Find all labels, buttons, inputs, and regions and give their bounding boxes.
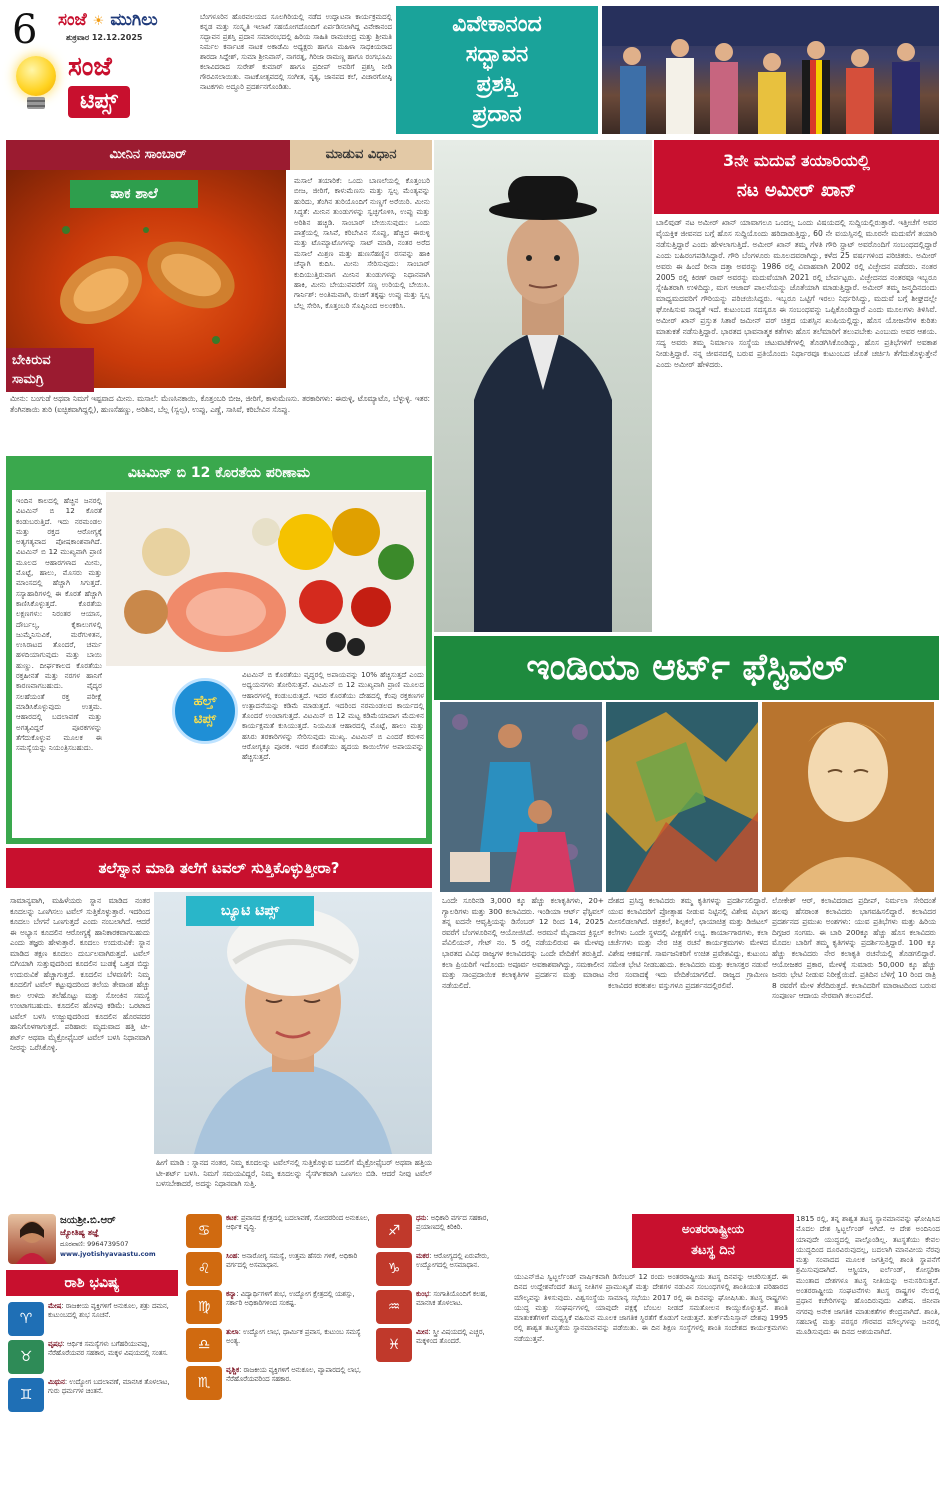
astrologer-info: ಜಯಶ್ರೀ.ಬಿ.ಆರ್ ಜ್ಯೋತಿಷ್ಯ ತಜ್ಞೆ ದೂರವಾಣಿ: 9964739507 www.jyotishyavaastu.com bbox=[60, 1215, 156, 1258]
pisces-icon: ♓ bbox=[376, 1328, 412, 1362]
sign-cancer: ♋ ಕಟಕ: ಪ್ರವಾಸದ ಕ್ಷೇತ್ರದಲ್ಲಿ ಬದಲಾವಣೆ, ಸೋದರರಿಂದ ಅನುಕೂಲ, ಆರ್ಥಿಕ ವೃದ್ಧಿ. bbox=[186, 1214, 372, 1248]
virgo-icon: ♍ bbox=[186, 1290, 222, 1324]
aamir-headline: 3ನೇ ಮದುವೆ ತಯಾರಿಯಲ್ಲಿ ನಟ ಅಮೀರ್ ಖಾನ್ bbox=[654, 140, 939, 214]
sign-virgo: ♍ ಕನ್ಯಾ: ವಿದ್ಯಾರ್ಥಿಗಳಿಗೆ ಶುಭ, ಉದ್ಯೋಗ ಕ್ಷೇತ್ರದಲ್ಲಿ ಯಶಸ್ಸು, ಸರ್ಕಾರಿ ಅಧಿಕಾರಿಗಳಿಂದ ಸಂಕಷ್ಟ. bbox=[186, 1290, 372, 1324]
art-festival-title: ಇಂಡಿಯಾ ಆರ್ಟ್ ಫೆಸ್ಟಿವಲ್ bbox=[434, 636, 939, 700]
towel-caption: ಹೀಗೆ ಮಾಡಿ : ಸ್ನಾನದ ನಂತರ, ನಿಮ್ಮ ಕೂದಲನ್ನು ಟವೆಲ್‌ನಲ್ಲಿ ಸುತ್ತಿಕೊಳ್ಳುವ ಬದಲಿಗೆ ಮೈಕ್ರೋಫೈಬರ್ ಅಥವಾ ಹತ್ತಿಯ ಟೀ-ಶರ್ಟ್ ಬಳಸಿ. ನಿಮಗೆ ಸಮಯವಿದ್ದರೆ, ನಿಮ್ಮ ಕೂದಲನ್ನು ನೈಸರ್ಗಿಕವಾಗಿ ಒಣಗಲು ಬಿಡಿ. ಆದರೆ ನೀವು ಟವೆಲ್ ಬಳಸಬೇಕಾದರೆ, ಅದನ್ನು ನಿಧಾನವಾಗಿ ಸುತ್ತಿ. bbox=[156, 1158, 432, 1188]
vitamin-foods-photo bbox=[106, 492, 426, 666]
towel-body: ಸಾಮಾನ್ಯವಾಗಿ, ಮಹಿಳೆಯರು ಸ್ನಾನ ಮಾಡಿದ ನಂತರ ಕೂದಲನ್ನು ಒಣಗಿಸಲು ಟವೆಲ್ ಸುತ್ತಿಕೊಳ್ಳುತ್ತಾರೆ. ಇದರಿಂದ ಕೂದಲು ಬೇಗನೆ ಒಣಗುತ್ತದೆ ಎಂದು ನಂಬಲಾಗಿದೆ. ಆದರೆ ಈ ಅಭ್ಯಾಸ ಕೂದಲಿನ ಆರೋಗ್ಯಕ್ಕೆ ಹಾನಿಕಾರಕವಾಗಬಹುದು ಎಂದು ತಜ್ಞರು ಹೇಳುತ್ತಾರೆ. ಕೂದಲು ಉದುರುವಿಕೆ: ಸ್ನಾನ ಮಾಡಿದ ತಕ್ಷಣ ಕೂದಲು ದುರ್ಬಲವಾಗಿರುತ್ತದೆ. ಟವೆಲ್ ಬಿಗಿಯಾಗಿ ಸುತ್ತುವುದರಿಂದ ಕೂದಲಿನ ಬುಡಕ್ಕೆ ಒತ್ತಡ ಬಿದ್ದು ಉದುರುವಿಕೆ ಹೆಚ್ಚಾಗುತ್ತದೆ. ಕೂದಲಿನ ಬೆಳವಣಿಗೆ: ನಿಮ್ಮ ಕೂದಲಿಗೆ ಟವೆಲ್ ಕಟ್ಟುವುದರಿಂದ ತಲೆಯ ತೇವಾಂಶ ಹೆಚ್ಚು ಕಾಲ ಉಳಿದು ತಲೆಹೊಟ್ಟು ಮತ್ತು ಸೋಂಕಿನ ಸಮಸ್ಯೆ ಉಂಟಾಗಬಹುದು. ಕೂದಲಿನ ಹೊಳಪು ಕಡಿಮೆ: ಒರಟಾದ ಟವೆಲ್ ಬಳಸಿ ಉಜ್ಜುವುದರಿಂದ ಕೂದಲಿನ ಹೊರಪದರ ಹಾನಿಗೊಳಗಾಗುತ್ತದೆ. ಪರಿಹಾರ: ಮೃದುವಾದ ಹತ್ತಿ ಟೀ-ಶರ್ಟ್ ಅಥವಾ ಮೈಕ್ರೋಫೈಬರ್ ಟವೆಲ್ ಬಳಸಿ ನಿಧಾನವಾಗಿ ನೀರನ್ನು ಒರೆಸಿಕೊಳ್ಳಿ. bbox=[10, 896, 150, 1052]
brand-name: ಸಂಜೆ ☀ ಮುಗಿಲು bbox=[58, 10, 158, 30]
vitamin-body-left: ಇಂದಿನ ಕಾಲದಲ್ಲಿ ಹೆಚ್ಚಿನ ಜನರಲ್ಲಿ ವಿಟಮಿನ್ ಬಿ 12 ಕೊರತೆ ಕಂಡುಬರುತ್ತಿದೆ. ಇದು ನರಮಂಡಲ ಮತ್ತು ರಕ್ತದ ಆರೋಗ್ಯಕ್ಕೆ ಅತ್ಯಗತ್ಯವಾದ ಪೋಷಕಾಂಶವಾಗಿದೆ. ವಿಟಮಿನ್ ಬಿ 12 ಮುಖ್ಯವಾಗಿ ಪ್ರಾಣಿ ಮೂಲದ ಆಹಾರಗಳಾದ ಮೀನು, ಮೊಟ್ಟೆ, ಹಾಲು, ಮೊಸರು ಮತ್ತು ಮಾಂಸದಲ್ಲಿ ಹೆಚ್ಚಾಗಿ ಸಿಗುತ್ತದೆ. ಸಸ್ಯಾಹಾರಿಗಳಲ್ಲಿ ಈ ಕೊರತೆ ಹೆಚ್ಚಾಗಿ ಕಾಣಿಸಿಕೊಳ್ಳುತ್ತದೆ. ಕೊರತೆಯ ಲಕ್ಷಣಗಳು: ನಿರಂತರ ಆಯಾಸ, ದೌರ್ಬಲ್ಯ, ಕೈಕಾಲುಗಳಲ್ಲಿ ಜುಮ್ಮೆನಿಸುವಿಕೆ, ಮರೆಗುಳಿತನ, ಉಸಿರಾಟದ ತೊಂದರೆ, ಚರ್ಮ ಹಳದಿಯಾಗುವುದು ಮತ್ತು ಬಾಯಿ ಹುಣ್ಣು. ದೀರ್ಘಕಾಲದ ಕೊರತೆಯು ರಕ್ತಹೀನತೆ ಮತ್ತು ನರಗಳ ಹಾನಿಗೆ ಕಾರಣವಾಗಬಹುದು. ವೈದ್ಯರ ಸಲಹೆಯಂತೆ ರಕ್ತ ಪರೀಕ್ಷೆ ಮಾಡಿಸಿಕೊಳ್ಳುವುದು ಉತ್ತಮ. ಆಹಾರದಲ್ಲಿ ಬದಲಾವಣೆ ಮತ್ತು ಅಗತ್ಯವಿದ್ದರೆ ಪೂರಕಗಳನ್ನು ತೆಗೆದುಕೊಳ್ಳುವ ಮೂಲಕ ಈ ಸಮಸ್ಯೆಯನ್ನು ನಿಯಂತ್ರಿಸಬಹುದು. bbox=[16, 496, 102, 753]
recipe-ingredients-body: ಮೀನು: ಬಂಗುಡೆ ಅಥವಾ ನಿಮಗೆ ಇಷ್ಟವಾದ ಮೀನು. ಮಸಾಲೆ: ಮೆಣಸಿನಕಾಯಿ, ಕೊತ್ತಂಬರಿ ಬೀಜ, ಜೀರಿಗೆ, ಕಾಳುಮೆಣಸು. ತರಕಾರಿಗಳು: ಈರುಳ್ಳಿ, ಟೊಮ್ಯಾಟೊ, ಬೆಳ್ಳುಳ್ಳಿ. ಇತರ: ತೆಂಗಿನಕಾಯಿ ತುರಿ (ಐಚ್ಛಿಕವಾಗಿದ್ದಲ್ಲಿ), ಹುಣಸೆಹಣ್ಣು, ಅರಿಶಿನ, ಬೆಲ್ಲ (ಸ್ವಲ್ಪ), ಉಪ್ಪು, ಎಣ್ಣೆ, ಸಾಸಿವೆ, ಕರಿಬೇವಿನ ಸೊಪ್ಪು. bbox=[10, 394, 430, 414]
sign-sagittarius: ♐ ಧನು: ಅಧಿಕಾರಿ ವರ್ಗದ ಸಹಕಾರ, ಪ್ರಯಾಣದಲ್ಲಿ ಕಿರಿಕಿರಿ. bbox=[376, 1214, 506, 1248]
art-body-col1: ಒಂದೇ ಸೂರಿನಡಿ 3,000 ಕ್ಕೂ ಹೆಚ್ಚು ಕಲಾಕೃತಿಗಳು, 20+ ಗ್ಯಾಲರಿಗಳು ಮತ್ತು 300 ಕಲಾವಿದರು. ಇಂಡಿಯಾ ಆರ್ಟ್ ಫೆಸ್ಟಿವಲ್ ತನ್ನ ಐದನೇ ಆವೃತ್ತಿಯನ್ನು ಡಿಸೆಂಬರ್ 12 ರಿಂದ 14, 2025 ರವರೆಗೆ ಬೆಂಗಳೂರಿನಲ್ಲಿ ಆಯೋಜಿಸಿದೆ. ಅರಮನೆ ಮೈದಾನದ ಕ್ರಿಸ್ಟಲ್ ಪೆವಿಲಿಯನ್, ಗೇಟ್ ನಂ. 5 ರಲ್ಲಿ ನಡೆಯಲಿರುವ ಈ ಮೇಳವು ಭಾರತದ ವಿವಿಧ ರಾಜ್ಯಗಳ ಕಲಾವಿದರನ್ನು ಒಂದೇ ವೇದಿಕೆಗೆ ತರುತ್ತಿದೆ. ಕಲಾ ಪ್ರಿಯರಿಗೆ ಇದೊಂದು ಅಪೂರ್ವ ಅವಕಾಶವಾಗಿದ್ದು, ಸಮಕಾಲೀನ ಮತ್ತು ಸಾಂಪ್ರದಾಯಿಕ ಕಲಾಕೃತಿಗಳ ಪ್ರದರ್ಶನ ಮತ್ತು ಮಾರಾಟ ನಡೆಯಲಿದೆ. bbox=[442, 896, 604, 990]
libra-icon: ♎ bbox=[186, 1328, 222, 1362]
art-painting-abstract bbox=[606, 702, 758, 892]
towel-headline: ತಲೆಸ್ನಾನ ಮಾಡಿ ತಲೆಗೆ ಟವಲ್ ಸುತ್ತಿಕೊಳ್ಳುತ್ತೀರಾ? bbox=[6, 848, 432, 888]
cancer-icon: ♋ bbox=[186, 1214, 222, 1248]
art-painting-women bbox=[440, 702, 602, 892]
recipe-method-label: ಮಾಡುವ ವಿಧಾನ bbox=[290, 140, 432, 170]
sign-taurus: ♉ ವೃಷಭ: ಆರ್ಥಿಕ ಸಮಸ್ಯೆಗಳು ಬಗೆಹರಿಯುವವು, ನೆರೆಹೊರೆಯವರ ಸಹಕಾರ, ಮಕ್ಕಳ ವಿಷಯದಲ್ಲಿ ಸಂತಸ. bbox=[8, 1340, 180, 1374]
aries-icon: ♈ bbox=[8, 1302, 44, 1336]
sign-libra: ♎ ತುಲಾ: ಉದ್ಯೋಗ ಲಾಭ, ಧಾರ್ಮಿಕ ಪ್ರವಾಸ, ಕುಟುಂಬ ಸಮಸ್ಯೆ ಅಂತ್ಯ. bbox=[186, 1328, 372, 1362]
sign-aquarius: ♒ ಕುಂಭ: ಸಂಗಾತಿಯೊಂದಿಗೆ ಕಲಹ, ಮಾನಸಿಕ ತೊಳಲಾಟ. bbox=[376, 1290, 506, 1324]
scorpio-icon: ♏ bbox=[186, 1366, 222, 1400]
aquarius-icon: ♒ bbox=[376, 1290, 412, 1324]
sagittarius-icon: ♐ bbox=[376, 1214, 412, 1248]
aamir-body: ಬಾಲಿವುಡ್ ನಟ ಅಮೀರ್ ಖಾನ್ ಯಾವಾಗಲೂ ಒಂದಲ್ಲ ಒಂದು ವಿಷಯದಲ್ಲಿ ಸುದ್ದಿಯಲ್ಲಿರುತ್ತಾರೆ. ಇತ್ತೀಚೆಗೆ ಅವರ ವೈಯಕ್ತಿಕ ಜೀವನದ ಬಗ್ಗೆ ಹೊಸ ಸುದ್ದಿಯೊಂದು ಹರಿದಾಡುತ್ತಿದ್ದು, 60 ನೇ ವಯಸ್ಸಿನಲ್ಲಿ ಮೂರನೇ ಮದುವೆಗೆ ತಯಾರಿ ನಡೆಸುತ್ತಿದ್ದಾರೆ ಎಂದು ಹೇಳಲಾಗುತ್ತಿದೆ. ಅಮೀರ್ ಖಾನ್ ತಮ್ಮ ಗೆಳತಿ ಗೌರಿ ಸ್ಪ್ರಾಟ್ ಅವರೊಂದಿಗೆ ಸಂಬಂಧದಲ್ಲಿದ್ದಾರೆ ಎಂದು ಬಹಿರಂಗಪಡಿಸಿದ್ದಾರೆ. ಗೌರಿ ಬೆಂಗಳೂರು ಮೂಲದವರಾಗಿದ್ದು, ಕಳೆದ 25 ವರ್ಷಗಳಿಂದ ಪರಿಚಿತರು. ಅಮೀರ್ ಅವರು ಈ ಹಿಂದೆ ರೀನಾ ದತ್ತಾ ಅವರನ್ನು 1986 ರಲ್ಲಿ ವಿವಾಹವಾಗಿ 2002 ರಲ್ಲಿ ವಿಚ್ಛೇದನ ಪಡೆದರು. ನಂತರ 2005 ರಲ್ಲಿ ಕಿರಣ್ ರಾವ್ ಅವರನ್ನು ಮದುವೆಯಾಗಿ 2021 ರಲ್ಲಿ ಬೇರ್ಪಟ್ಟರು. ವಿಚ್ಛೇದನದ ನಂತರವೂ ಇಬ್ಬರೂ ಸ್ನೇಹಿತರಾಗಿ ಉಳಿದಿದ್ದು, ಮಗ ಆಜಾದ್ ಪಾಲನೆಯನ್ನು ಜೊತೆಯಾಗಿ ಮಾಡುತ್ತಿದ್ದಾರೆ. ಅಮೀರ್ ತಮ್ಮ ಜನ್ಮದಿನದಂದು ಮಾಧ್ಯಮದವರಿಗೆ ಗೌರಿಯನ್ನು ಪರಿಚಯಿಸಿದ್ದರು. ಇಬ್ಬರೂ ಒಟ್ಟಿಗೆ ಇರಲು ನಿರ್ಧರಿಸಿದ್ದು, ಮದುವೆ ಬಗ್ಗೆ ಶೀಘ್ರದಲ್ಲೇ ಘೋಷಿಸುವ ಸಾಧ್ಯತೆ ಇದೆ. ಕುಟುಂಬದ ಸದಸ್ಯರೂ ಈ ಸಂಬಂಧವನ್ನು ಒಪ್ಪಿಕೊಂಡಿದ್ದಾರೆ ಎಂದು ಮೂಲಗಳು ತಿಳಿಸಿವೆ. ಅಮೀರ್ ಖಾನ್ ಪ್ರಸ್ತುತ ಸಿತಾರೆ ಜಮೀನ್ ಪರ್ ಚಿತ್ರದ ಯಶಸ್ಸಿನ ಖುಷಿಯಲ್ಲಿದ್ದು, ಹೊಸ ಯೋಜನೆಗಳ ಕುರಿತು ಮಾತುಕತೆ ನಡೆಸುತ್ತಿದ್ದಾರೆ. ಭಾರತದ ಭಾವನಾತ್ಮಕ ಕತೆಗಳು ಹೊಸ ತಲೆಮಾರಿಗೆ ತಲುಪಬೇಕು ಎಂಬುದು ಅವರ ಆಶಯ. ಸದ್ಯ ಅವರು ತಮ್ಮ ನಿರ್ಮಾಣ ಸಂಸ್ಥೆಯ ಚಟುವಟಿಕೆಗಳಲ್ಲಿ ತೊಡಗಿಸಿಕೊಂಡಿದ್ದು, ಹೊಸ ಪ್ರತಿಭೆಗಳಿಗೆ ಅವಕಾಶ ನೀಡುತ್ತಿದ್ದಾರೆ. ನನ್ನ ಜೀವನದಲ್ಲಿ ಬರುವ ಪ್ರತಿಯೊಂದು ನಿರ್ಧಾರವೂ ಕುಟುಂಬದ ಜೊತೆ ಚರ್ಚಿಸಿ ತೆಗೆದುಕೊಳ್ಳುತ್ತೇನೆ ಎಂದು ಅಮೀರ್ ಹೇಳಿದರು. bbox=[656, 218, 937, 369]
tips-title: ಸಂಜೆ ಟಿಪ್ಸ್ bbox=[68, 52, 130, 118]
award-ceremony-photo bbox=[602, 6, 939, 134]
horoscope-col-left bbox=[8, 1302, 180, 1416]
aamir-khan-photo bbox=[434, 140, 652, 632]
ingredients-label: ಬೇಕಿರುವ ಸಾಮಗ್ರಿ bbox=[6, 348, 94, 392]
art-painting-buddha bbox=[762, 702, 934, 892]
kitchen-label: ಪಾಕ ಶಾಲೆ bbox=[70, 180, 198, 208]
sign-scorpio: ♏ ವೃಶ್ಚಿಕ: ರಾಜಕೀಯ ವ್ಯಕ್ತಿಗಳಿಗೆ ಅನುಕೂಲ, ವ್ಯಾಪಾರದಲ್ಲಿ ಲಾಭ, ನೆರೆಹೊರೆಯವರಿಂದ ಸಹಕಾರ. bbox=[186, 1366, 372, 1400]
bulb-icon bbox=[16, 56, 60, 114]
art-body-col2: ದೇಶದ ಪ್ರಸಿದ್ಧ ಕಲಾವಿದರು ತಮ್ಮ ಕೃತಿಗಳನ್ನು ಪ್ರದರ್ಶಿಸಲಿದ್ದಾರೆ. ಯುವ ಕಲಾವಿದರಿಗೆ ಪ್ರೋತ್ಸಾಹ ನೀಡುವ ನಿಟ್ಟಿನಲ್ಲಿ ವಿಶೇಷ ವಿಭಾಗ ಮೀಸಲಿಡಲಾಗಿದೆ. ಚಿತ್ರಕಲೆ, ಶಿಲ್ಪಕಲೆ, ಛಾಯಾಚಿತ್ರ ಮತ್ತು ಡಿಜಿಟಲ್ ಕಲೆಗಳು ಒಂದೇ ಸ್ಥಳದಲ್ಲಿ ವೀಕ್ಷಣೆಗೆ ಲಭ್ಯ. ಕಾರ್ಯಾಗಾರಗಳು, ಕಲಾ ಚರ್ಚೆಗಳು ಮತ್ತು ನೇರ ಚಿತ್ರ ರಚನೆ ಕಾರ್ಯಕ್ರಮಗಳು ಮೇಳದ ವಿಶೇಷ ಆಕರ್ಷಣೆ. ಸಾರ್ವಜನಿಕರಿಗೆ ಉಚಿತ ಪ್ರವೇಶವಿದ್ದು, ಕುಟುಂಬ ಸಮೇತ ಭೇಟಿ ನೀಡಬಹುದು. ಕಲಾವಿದರು ಮತ್ತು ಕಲಾಸಕ್ತರ ನಡುವೆ ನೇರ ಸಂವಾದಕ್ಕೆ ಇದು ವೇದಿಕೆಯಾಗಲಿದೆ. ರಾಜ್ಯದ ಗ್ರಾಮೀಣ ಕಲಾವಿದರ ಕರಕುಶಲ ವಸ್ತುಗಳೂ ಪ್ರದರ್ಶನದಲ್ಲಿರಲಿವೆ. bbox=[608, 896, 768, 990]
sign-pisces: ♓ ಮೀನ: ಸ್ತ್ರೀ ವಿಷಯದಲ್ಲಿ ಎಚ್ಚರ, ಮಕ್ಕಳಿಂದ ತೊಂದರೆ. bbox=[376, 1328, 506, 1362]
vitamin-section bbox=[6, 456, 432, 844]
beauty-photo bbox=[154, 892, 432, 1154]
recipe-method-body: ಮಸಾಲೆ ತಯಾರಿಕೆ: ಒಂದು ಬಾಣಲೆಯಲ್ಲಿ ಕೊತ್ತಂಬರಿ ಬೀಜ, ಜೀರಿಗೆ, ಕಾಳುಮೆಣಸು ಮತ್ತು ಸ್ವಲ್ಪ ಮೆಂತ್ಯವನ್ನು ಹುರಿದು, ತೆಂಗಿನ ತುರಿಯೊಂದಿಗೆ ನುಣ್ಣಗೆ ಅರೆಯಿರಿ. ಮೀನು ಸಿದ್ಧತೆ: ಮೀನಿನ ತುಂಡುಗಳನ್ನು ಸ್ವಚ್ಛಗೊಳಿಸಿ, ಉಪ್ಪು ಮತ್ತು ಅರಿಶಿನ ಹಚ್ಚಿಡಿ. ಸಾಂಬಾರ್ ಬೇಯಿಸುವುದು: ಒಂದು ಪಾತ್ರೆಯಲ್ಲಿ ಸಾಸಿವೆ, ಕರಿಬೇವಿನ ಸೊಪ್ಪು, ಹೆಚ್ಚಿದ ಈರುಳ್ಳಿ ಮತ್ತು ಟೊಮ್ಯಾಟೊಗಳನ್ನು ಸಾಟ್ ಮಾಡಿ, ನಂತರ ಅರೆದ ಮಸಾಲೆ ಮಿಶ್ರಣ ಮತ್ತು ಹುಣಸೆಹಣ್ಣಿನ ರಸವನ್ನು ಹಾಕಿ ಚೆನ್ನಾಗಿ ಕುದಿಸಿ. ಮೀನು ಸೇರಿಸುವುದು: ಸಾಂಬಾರ್ ಕುದಿಯುತ್ತಿರುವಾಗ ಮೀನಿನ ತುಂಡುಗಳನ್ನು ನಿಧಾನವಾಗಿ ಹಾಕಿ, ಮೀನು ಬೇಯುವವರೆಗೆ ಸಣ್ಣ ಉರಿಯಲ್ಲಿ ಬೇಯಿಸಿ. ಗಾರ್ನಿಶ್: ಅಂತಿಮವಾಗಿ, ರುಚಿಗೆ ತಕ್ಕಷ್ಟು ಉಪ್ಪು ಮತ್ತು ಸ್ವಲ್ಪ ಬೆಲ್ಲ ಸೇರಿಸಿ, ಕೊತ್ತಂಬರಿ ಸೊಪ್ಪಿನಿಂದ ಅಲಂಕರಿಸಿ. bbox=[294, 176, 430, 310]
vitamin-body-right: ವಿಟಮಿನ್ ಬಿ ಕೊರತೆಯು ವೃದ್ಧರಲ್ಲಿ ಅಪಾಯವನ್ನು 10% ಹೆಚ್ಚಿಸುತ್ತದೆ ಎಂದು ಅಧ್ಯಯನಗಳು ತೋರಿಸುತ್ತವೆ. ವಿಟಮಿನ್ ಬಿ 12 ಮುಖ್ಯವಾಗಿ ಪ್ರಾಣಿ ಮೂಲದ ಆಹಾರಗಳಲ್ಲಿ ಕಂಡುಬರುತ್ತದೆ. ಇದರ ಕೊರತೆಯು ದೇಹದಲ್ಲಿ ಕೆಂಪು ರಕ್ತಕಣಗಳ ಉತ್ಪಾದನೆಯನ್ನು ಕಡಿಮೆ ಮಾಡುತ್ತದೆ. ಇದರಿಂದ ನರಮಂಡಲದ ಕಾರ್ಯದಲ್ಲಿ ತೊಂದರೆ ಉಂಟಾಗುತ್ತದೆ. ವಿಟಮಿನ್ ಬಿ 12 ಮಟ್ಟ ಕಡಿಮೆಯಾದಾಗ ಮೆದುಳಿನ ಕಾರ್ಯಕ್ಷಮತೆ ಕುಸಿಯುತ್ತದೆ. ನಿಯಮಿತ ಆಹಾರದಲ್ಲಿ ಮೊಟ್ಟೆ, ಹಾಲು ಮತ್ತು ಹಸಿರು ತರಕಾರಿಗಳನ್ನು ಸೇರಿಸುವುದು ಮುಖ್ಯ. ವಿಟಮಿನ್ ಬಿ ಎಂದರೆ ಕರುಳಿನ ಆರೋಗ್ಯಕ್ಕೂ ಪೂರಕ. ಇದರ ಕೊರತೆಯು ಹೃದಯ ಕಾಯಿಲೆಗಳ ಅಪಾಯವನ್ನು ಹೆಚ್ಚಿಸುತ್ತದೆ. bbox=[242, 670, 424, 762]
issue-date: ಶುಕ್ರವಾರ 12.12.2025 bbox=[66, 33, 143, 42]
horoscope-col-right bbox=[376, 1214, 506, 1366]
vitamin-title: ವಿಟಮಿನ್ ಬಿ 12 ಕೊರತೆಯ ಪರಿಣಾಮ bbox=[127, 465, 311, 481]
horoscope-col-mid bbox=[186, 1214, 372, 1404]
page-number: 6 bbox=[12, 7, 38, 53]
sign-leo: ♌ ಸಿಂಹ: ಅನಾರೋಗ್ಯ ಸಮಸ್ಯೆ, ಉತ್ತಮ ಹೆಸರು ಗಳಿಕೆ, ಅಧಿಕಾರಿ ವರ್ಗದಲ್ಲಿ ಅಸಮಾಧಾನ. bbox=[186, 1252, 372, 1286]
capricorn-icon: ♑ bbox=[376, 1252, 412, 1286]
neutrality-title: ಅಂತರರಾಷ್ಟ್ರೀಯ ತಟಸ್ಥ ದಿನ bbox=[632, 1214, 794, 1268]
neutrality-body-col1: ಯುಎನ್‌ಜಿಎ ಸ್ವಿಟ್ಜರ್ಲೆಂಡ್ ವಾರ್ಷಿಕವಾಗಿ ಡಿಸೆಂಬರ್ 12 ರಂದು ಅಂತರರಾಷ್ಟ್ರೀಯ ತಟಸ್ಥ ದಿನವನ್ನು ಆಚರಿಸುತ್ತದೆ. ಈ ದಿನದ ಉದ್ದೇಶವೆಂದರೆ ತಟಸ್ಥ ನೀತಿಗಳ ಪ್ರಾಮುಖ್ಯತೆ ಮತ್ತು ದೇಶಗಳ ನಡುವಿನ ಸಂಬಂಧಗಳಲ್ಲಿ ಶಾಂತಿಯುತ ಪರಿಹಾರದ ಮೌಲ್ಯವನ್ನು ತಿಳಿಸುವುದು. ವಿಶ್ವಸಂಸ್ಥೆಯ ಸಾಮಾನ್ಯ ಸಭೆಯು 2017 ರಲ್ಲಿ ಈ ದಿನವನ್ನು ಘೋಷಿಸಿತು. ತಟಸ್ಥ ರಾಷ್ಟ್ರಗಳು ಯುದ್ಧ ಮತ್ತು ಸಂಘರ್ಷಗಳಲ್ಲಿ ಯಾವುದೇ ಪಕ್ಷಕ್ಕೆ ಬೆಂಬಲ ನೀಡದೆ ಸಮತೋಲನ ಕಾಯ್ದುಕೊಳ್ಳುತ್ತವೆ. ಶಾಂತಿ ಮಾತುಕತೆಗಳಿಗೆ ಮಧ್ಯಸ್ಥಿಕೆ ವಹಿಸುವ ಮೂಲಕ ಜಾಗತಿಕ ಸ್ಥಿರತೆಗೆ ಕೊಡುಗೆ ನೀಡುತ್ತವೆ. ತುರ್ಕ್‌ಮೆನಿಸ್ತಾನ್ ದೇಶವು 1995 ರಲ್ಲಿ ಶಾಶ್ವತ ತಟಸ್ಥತೆಯ ಸ್ಥಾನಮಾನವನ್ನು ಪಡೆಯಿತು. ಈ ದಿನ ಶಿಕ್ಷಣ ಸಂಸ್ಥೆಗಳಲ್ಲಿ ಶಾಂತಿ ಸಂದೇಶದ ಕಾರ್ಯಕ್ರಮಗಳು ನಡೆಯುತ್ತವೆ. bbox=[514, 1272, 788, 1343]
horoscope-title: ರಾಶಿ ಭವಿಷ್ಯ bbox=[6, 1270, 178, 1296]
neutrality-body-col2: 1815 ರಲ್ಲಿ, ತನ್ನ ಶಾಶ್ವತ ತಟಸ್ಥ ಸ್ಥಾನಮಾನವನ್ನು ಘೋಷಿಸಿದ ಮೊದಲ ದೇಶ ಸ್ವಿಟ್ಜರ್ಲೆಂಡ್ ಆಗಿದೆ. ಆ ದೇಶ ಅಂದಿನಿಂದ ಯಾವುದೇ ಯುದ್ಧದಲ್ಲಿ ಪಾಲ್ಗೊಂಡಿಲ್ಲ. ತಟಸ್ಥತೆಯು ಕೇವಲ ಯುದ್ಧದಿಂದ ದೂರವಿರುವುದಲ್ಲ, ಬದಲಾಗಿ ಮಾನವೀಯ ನೆರವು ಮತ್ತು ಸಂವಾದದ ಮೂಲಕ ಜಗತ್ತಿನಲ್ಲಿ ಶಾಂತಿ ಸ್ಥಾಪನೆಗೆ ಶ್ರಮಿಸುವುದಾಗಿದೆ. ಆಸ್ಟ್ರಿಯಾ, ಐರ್ಲೆಂಡ್, ಕೋಸ್ಟರಿಕಾ ಮುಂತಾದ ದೇಶಗಳೂ ತಟಸ್ಥ ನೀತಿಯನ್ನು ಅನುಸರಿಸುತ್ತವೆ. ಅಂತರರಾಷ್ಟ್ರೀಯ ಸಂಘಟನೆಗಳು ತಟಸ್ಥ ರಾಷ್ಟ್ರಗಳ ನೆಲದಲ್ಲಿ ಪ್ರಧಾನ ಕಚೇರಿಗಳನ್ನು ಹೊಂದಿರುವುದು ವಿಶೇಷ. ಜಿನೀವಾ ನಗರವು ಅನೇಕ ಜಾಗತಿಕ ಮಾತುಕತೆಗಳ ಕೇಂದ್ರವಾಗಿದೆ. ಶಾಂತಿ, ಸಹಬಾಳ್ವೆ ಮತ್ತು ಪರಸ್ಪರ ಗೌರವದ ಮೌಲ್ಯಗಳನ್ನು ಜನರಲ್ಲಿ ಮೂಡಿಸುವುದು ಈ ದಿನದ ಆಶಯವಾಗಿದೆ. bbox=[796, 1214, 940, 1337]
taurus-icon: ♉ bbox=[8, 1340, 44, 1374]
sign-gemini: ♊ ಮಿಥುನ: ಉದ್ಯೋಗ ಬದಲಾವಣೆ, ಮಾನಸಿಕ ತೊಳಲಾಟ, ಗುರು ಧರ್ಮಗಳ ಚಿಂತನೆ. bbox=[8, 1378, 180, 1412]
astrologer-avatar bbox=[8, 1214, 56, 1264]
health-tips-badge: ಹೆಲ್ತ್ ಟಿಪ್ಸ್ bbox=[172, 678, 238, 744]
beauty-tips-label: ಬ್ಯೂಟಿ ಟಿಪ್ಸ್ bbox=[186, 896, 314, 926]
art-body-col3: ಲೋಕೇಶ್ ಆರ್, ಕಲಾವಿದರಾದ ಪ್ರದೀಪ್, ನಿರ್ಮಲಾ ಸೇರಿದಂತೆ ಹಲವು ಹೆಸರಾಂತ ಕಲಾವಿದರು ಭಾಗವಹಿಸಲಿದ್ದಾರೆ. ಕಲಾವಿದರ ಪ್ರದರ್ಶನದ ಪ್ರಮುಖ ಅಂಶಗಳು: ಯುವ ಪ್ರತಿಭೆಗಳು ಮತ್ತು ಹಿರಿಯ ದಿಗ್ಗಜರ ಸಂಗಮ. ಈ ಬಾರಿ 200ಕ್ಕೂ ಹೆಚ್ಚು ಹೊಸ ಕಲಾವಿದರು ಮೊದಲ ಬಾರಿಗೆ ತಮ್ಮ ಕೃತಿಗಳನ್ನು ಪ್ರದರ್ಶಿಸುತ್ತಿದ್ದಾರೆ. 100 ಕ್ಕೂ ಹೆಚ್ಚು ಕಲಾವಿದರು ನೇರ ಕಲಾಕೃತಿ ರಚನೆಯಲ್ಲಿ ತೊಡಗಲಿದ್ದಾರೆ. ಆಯೋಜಕರ ಪ್ರಕಾರ, ಮೇಳಕ್ಕೆ ಸುಮಾರು 50,000 ಕ್ಕೂ ಹೆಚ್ಚು ಜನರು ಭೇಟಿ ನೀಡುವ ನಿರೀಕ್ಷೆಯಿದೆ. ಪ್ರತಿದಿನ ಬೆಳಿಗ್ಗೆ 10 ರಿಂದ ರಾತ್ರಿ 8 ರವರೆಗೆ ಮೇಳ ತೆರೆದಿರುತ್ತದೆ. ಕಲಾವಿದರಿಗೆ ಮಾರಾಟದಿಂದ ಬರುವ ಸಂಪೂರ್ಣ ಆದಾಯ ನೇರವಾಗಿ ತಲುಪಲಿದೆ. bbox=[772, 896, 936, 1001]
sign-aries: ♈ ಮೇಷ: ರಾಜಕೀಯ ವ್ಯಕ್ತಿಗಳಿಗೆ ಅನುಕೂಲ, ಶತ್ರು ದಮನ, ಕುಟುಂಬದಲ್ಲಿ ಶುಭ ಸೂಚನೆ. bbox=[8, 1302, 180, 1336]
sign-capricorn: ♑ ಮಕರ: ಆರೋಗ್ಯದಲ್ಲಿ ಏರುಪೇರು, ಉದ್ಯೋಗದಲ್ಲಿ ಅಸಮಾಧಾನ. bbox=[376, 1252, 506, 1286]
brand-logo-icon: ☀ bbox=[92, 14, 105, 29]
vivekananda-body: ಬೆಂಗಳೂರಿನ ಹೊರವಲಯದ ಸೂಲಗಿರಿಯಲ್ಲಿ ನಡೆದ ಉದ್ಘಾಟನಾ ಕಾರ್ಯಕ್ರಮದಲ್ಲಿ ಕನ್ನಡ ಮತ್ತು ಸಂಸ್ಕೃತಿ ಇಲಾಖೆ ಸಹಯೋಗದೊಂದಿಗೆ ಏರ್ಪಡಿಸಲಾಗಿದ್ದ ವಿವೇಕಾನಂದ ಸದ್ಭಾವನ ಪ್ರಶಸ್ತಿ ಪ್ರದಾನ ಸಮಾರಂಭದಲ್ಲಿ ಹಿರಿಯ ಸಾಹಿತಿ ರಾಮಚಂದ್ರ ಮತ್ತು ಶ್ರೀಮತಿ ನಿರ್ಮಲ ಕರ್ನಾಟಕ ನಾಟಕ ಅಕಾಡೆಮಿ ಅಧ್ಯಕ್ಷರು ಹಾಗೂ ಮಹಿಳಾ ಸಾಧಕಿಯರಾದ ಶಾರದಾ ಸಿದ್ದೇಶ್, ಸುಮಾ ಶ್ರೀನಿವಾಸ್, ನಾಗರತ್ನ, ಗಿರಿಜಾ ರಾಮಣ್ಣ ಹಾಗೂ ರಂಗಭೂಮಿ ಕಲಾವಿದರಾದ ಸುರೇಶ್ ಕುಮಾರ್ ಹಾಗೂ ಪ್ರದೀಪ್ ಅವರಿಗೆ ಪ್ರಶಸ್ತಿ ನೀಡಿ ಗೌರವಿಸಲಾಯಿತು. ನಾಟಕೋತ್ಸವದಲ್ಲಿ ಸಂಗೀತ, ನೃತ್ಯ, ಜಾನಪದ ಕಲೆ, ವಿಚಾರಗೋಷ್ಠಿ ನಾಟಕಗಳು ಅದ್ಧೂರಿ ಪ್ರದರ್ಶನಗೊಂಡಿತು. bbox=[200, 13, 392, 91]
leo-icon: ♌ bbox=[186, 1252, 222, 1286]
gemini-icon: ♊ bbox=[8, 1378, 44, 1412]
recipe-section bbox=[6, 140, 432, 452]
vivekananda-title: ವಿವೇಕಾನಂದ ಸದ್ಭಾವನ ಪ್ರಶಸ್ತಿ ಪ್ರದಾನ bbox=[396, 6, 598, 134]
masthead bbox=[6, 6, 194, 134]
recipe-title: ಮೀನಿನ ಸಾಂಬಾರ್ bbox=[6, 140, 290, 170]
